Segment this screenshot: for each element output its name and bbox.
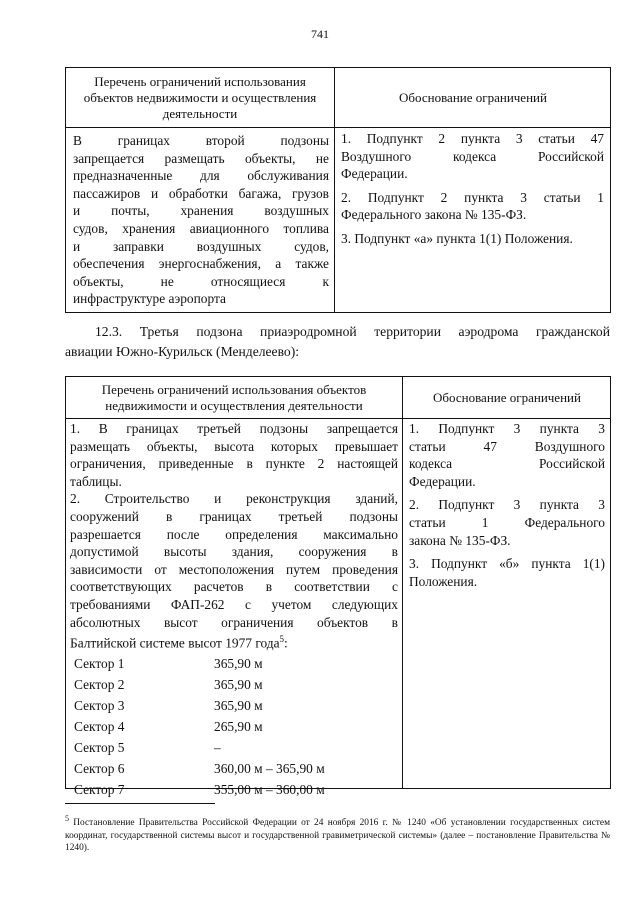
sector-name: Сектор 7	[74, 782, 125, 798]
justification-line: 2. Подпункт 3 пункта 3	[409, 497, 605, 513]
justification-line: статьи 1 Федерального	[409, 514, 605, 530]
sector-height: 265,90 м	[214, 719, 263, 735]
footnote-separator	[65, 803, 215, 804]
justification-line: статьи 47 Воздушного	[409, 438, 605, 454]
table2-header-justification: Обоснование ограничений	[433, 389, 581, 405]
justification-line: Федерации.	[341, 166, 408, 182]
sector-name: Сектор 1	[74, 656, 125, 672]
restriction-line: требованиями ФАП-262 с учетом следующих	[70, 596, 398, 612]
sector-name: Сектор 4	[74, 719, 125, 735]
restriction-line: таблицы.	[70, 473, 122, 489]
footnote	[65, 813, 610, 855]
justification-line: Федерального закона № 135-ФЗ.	[341, 207, 527, 223]
footnote-reference: 5	[279, 634, 285, 645]
restriction-line-text: Балтийской системе высот 1977 года	[70, 635, 280, 651]
sector-row	[70, 695, 398, 716]
table-header-divider	[65, 127, 611, 128]
footnote-text: Постановление Правительства Российской Федерации от 24 ноября 2016 г. № 1240 «Об установлении государственных систем координат, государственной системы высот и государственной гравиметрической системы» (далее – постановление Правительства № 1240).	[65, 818, 610, 854]
paragraph-line-2: авиации Южно-Курильск (Менделеево):	[65, 344, 300, 359]
restriction-line	[70, 631, 398, 652]
restriction-line: сооружений в границах третьей подзоны	[70, 508, 398, 524]
justification-line: 3. Подпункт «б» пункта 1(1)	[409, 556, 605, 572]
sector-row	[70, 758, 398, 779]
sector-name: Сектор 5	[74, 740, 125, 756]
restriction-line: разрешается после определения максимально	[70, 526, 398, 542]
table2-header-restrictions: Перечень ограничений использования объектов недвижимости и осуществления деятельности	[101, 381, 367, 413]
footnote-number: 5	[65, 814, 69, 823]
restriction-line: и заправки воздушных судов,	[73, 238, 329, 254]
justification-line: Воздушного кодекса Российской	[341, 148, 604, 164]
sector-height: 365,90 м	[214, 656, 263, 672]
justification-line: 1. Подпункт 3 пункта 3	[409, 421, 605, 436]
restriction-line: инфраструктуре аэропорта	[73, 291, 226, 307]
justification-line: 3. Подпункт «а» пункта 1(1) Положения.	[341, 230, 573, 246]
justification-line: 2. Подпункт 2 пункта 3 статьи 1	[341, 189, 604, 205]
table2-restrictions-text	[70, 420, 398, 800]
section-paragraph	[65, 322, 610, 362]
justification-line: Федерации.	[409, 473, 476, 489]
restriction-line: запрещается размещать объекты, не	[73, 150, 329, 166]
restriction-line: пассажиров и обработки багажа, грузов	[73, 185, 329, 201]
restriction-line: судов, хранения авиационного топлива	[73, 220, 329, 236]
sector-height: 360,00 м – 365,90 м	[214, 761, 325, 777]
sector-row	[70, 716, 398, 737]
restriction-line: обеспечения энергоснабжения, а также	[73, 256, 329, 272]
restriction-line: 2. Строительство и реконструкция зданий,	[70, 491, 398, 507]
restriction-line: абсолютных высот ограничения объектов в	[70, 614, 398, 630]
sector-row	[70, 653, 398, 674]
table-header-divider	[65, 418, 611, 419]
restriction-line: соответствующих расчетов в соответствии с	[70, 579, 398, 595]
table2-justification-text	[409, 420, 605, 590]
sector-heights-list	[70, 653, 398, 800]
justification-line: закона № 135-ФЗ.	[409, 532, 511, 548]
sector-name: Сектор 2	[74, 677, 125, 693]
restriction-line: предназначенные для обслуживания	[73, 168, 329, 184]
paragraph-line-1: 12.3. Третья подзона приаэродромной территории аэродрома гражданской	[95, 324, 610, 339]
restriction-line: ограничения, приведенные в пункте 2 настоящей	[70, 456, 398, 472]
table1-justification-text	[341, 130, 604, 248]
sector-row	[70, 674, 398, 695]
sector-height: 365,90 м	[214, 677, 263, 693]
sector-height: –	[214, 740, 221, 756]
table1-header-justification: Обоснование ограничений	[399, 89, 547, 105]
page-number: 741	[311, 27, 329, 41]
restriction-line: В границах второй подзоны	[73, 133, 329, 148]
table1-header-restrictions: Перечень ограничений использования объектов недвижимости и осуществления деятельности	[83, 73, 317, 121]
sector-row	[70, 737, 398, 758]
table1-restrictions-text	[73, 132, 329, 308]
restriction-line: 1. В границах третьей подзоны запрещается	[70, 421, 398, 436]
restriction-line: объекты, не относящиеся к	[73, 273, 329, 289]
justification-line: Положения.	[409, 573, 478, 589]
sector-height: 355,00 м – 360,00 м	[214, 782, 325, 798]
table-column-divider	[334, 67, 335, 313]
justification-line: кодекса Российской	[409, 456, 605, 472]
restriction-line: допустимой высоты здания, сооружения в	[70, 544, 398, 560]
sector-row	[70, 779, 398, 800]
restriction-line: и почты, хранения воздушных	[73, 203, 329, 219]
sector-name: Сектор 6	[74, 761, 125, 777]
restriction-line: зависимости от местоположения путем проведения	[70, 561, 398, 577]
restriction-line: размещать объекты, высота которых превышает	[70, 438, 398, 454]
sector-height: 365,90 м	[214, 698, 263, 714]
punctuation: :	[284, 635, 288, 651]
justification-line: 1. Подпункт 2 пункта 3 статьи 47	[341, 131, 604, 146]
table-column-divider	[402, 376, 403, 789]
sector-name: Сектор 3	[74, 698, 125, 714]
